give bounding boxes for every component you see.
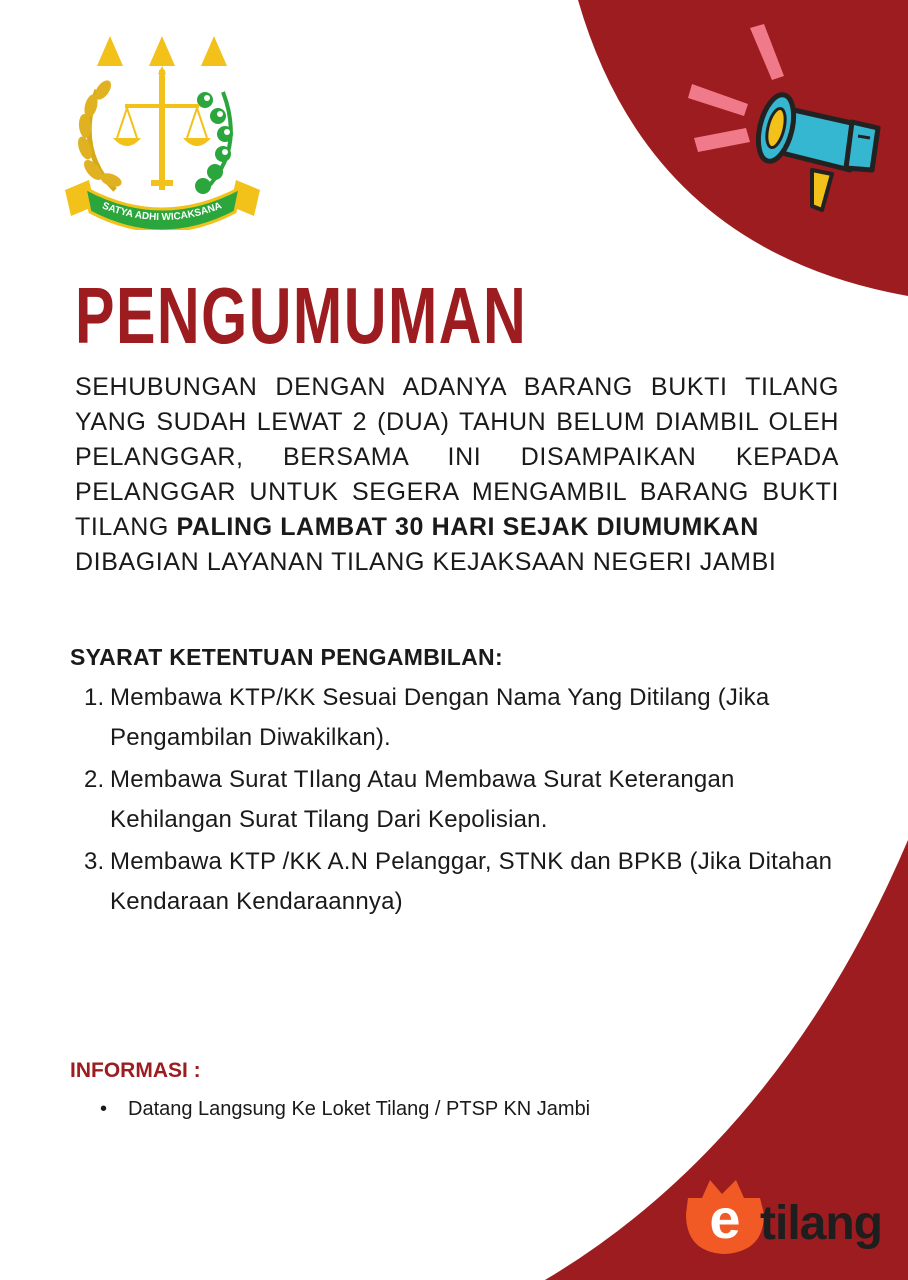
megaphone-icon [680,18,890,218]
requirements-list [70,678,850,924]
bullet-icon: • [100,1098,108,1120]
info-list [100,1094,590,1124]
list-item-text: Datang Langsung Ke Loket Tilang / PTSP KN Jambi [128,1098,591,1120]
list-item-number: 1. [84,684,105,711]
announcement-tail: DIBAGIAN LAYANAN TILANG KEJAKSAAN NEGERI JAMBI [75,548,777,576]
kejaksaan-emblem-icon [55,30,270,230]
list-item [70,760,850,840]
list-item-text: Membawa Surat TIlang Atau Membawa Surat Keterangan Kehilangan Surat Tilang Dari Kepolisian. [110,766,735,833]
list-item-number: 3. [84,848,105,875]
emblem-motto: SATYA ADHI WICAKSANA [100,200,224,224]
list-item-text: Membawa KTP /KK A.N Pelanggar, STNK dan BPKB (Jika Ditahan Kendaraan Kendaraannya) [110,848,833,915]
list-item [100,1094,590,1124]
page-title: PENGUMUMAN [75,271,528,360]
list-item-number: 2. [84,766,105,793]
info-heading: INFORMASI : [70,1059,201,1082]
announcement-emphasis: PALING LAMBAT 30 HARI SEJAK DIUMUMKAN [176,513,759,541]
list-item-text: Membawa KTP/KK Sesuai Dengan Nama Yang Ditilang (Jika Pengambilan Diwakilkan). [110,684,770,751]
brand-wordmark: tilang [760,1197,882,1250]
brand-letter: e [709,1187,741,1250]
requirements-heading: SYARAT KETENTUAN PENGAMBILAN: [70,644,503,670]
announcement-lead: SEHUBUNGAN DENGAN ADANYA BARANG BUKTI TILANG YANG SUDAH LEWAT 2 (DUA) TAHUN BELUM DIAMBIL OLEH PELANGGAR, BERSAMA INI DISAMPAIKAN KEPADA PELANGGAR UNTUK SEGERA MENGAMBIL BARANG BUKTI TILANG [75,373,839,541]
list-item [70,842,850,922]
list-item [70,678,850,758]
announcement-paragraph [75,370,839,580]
